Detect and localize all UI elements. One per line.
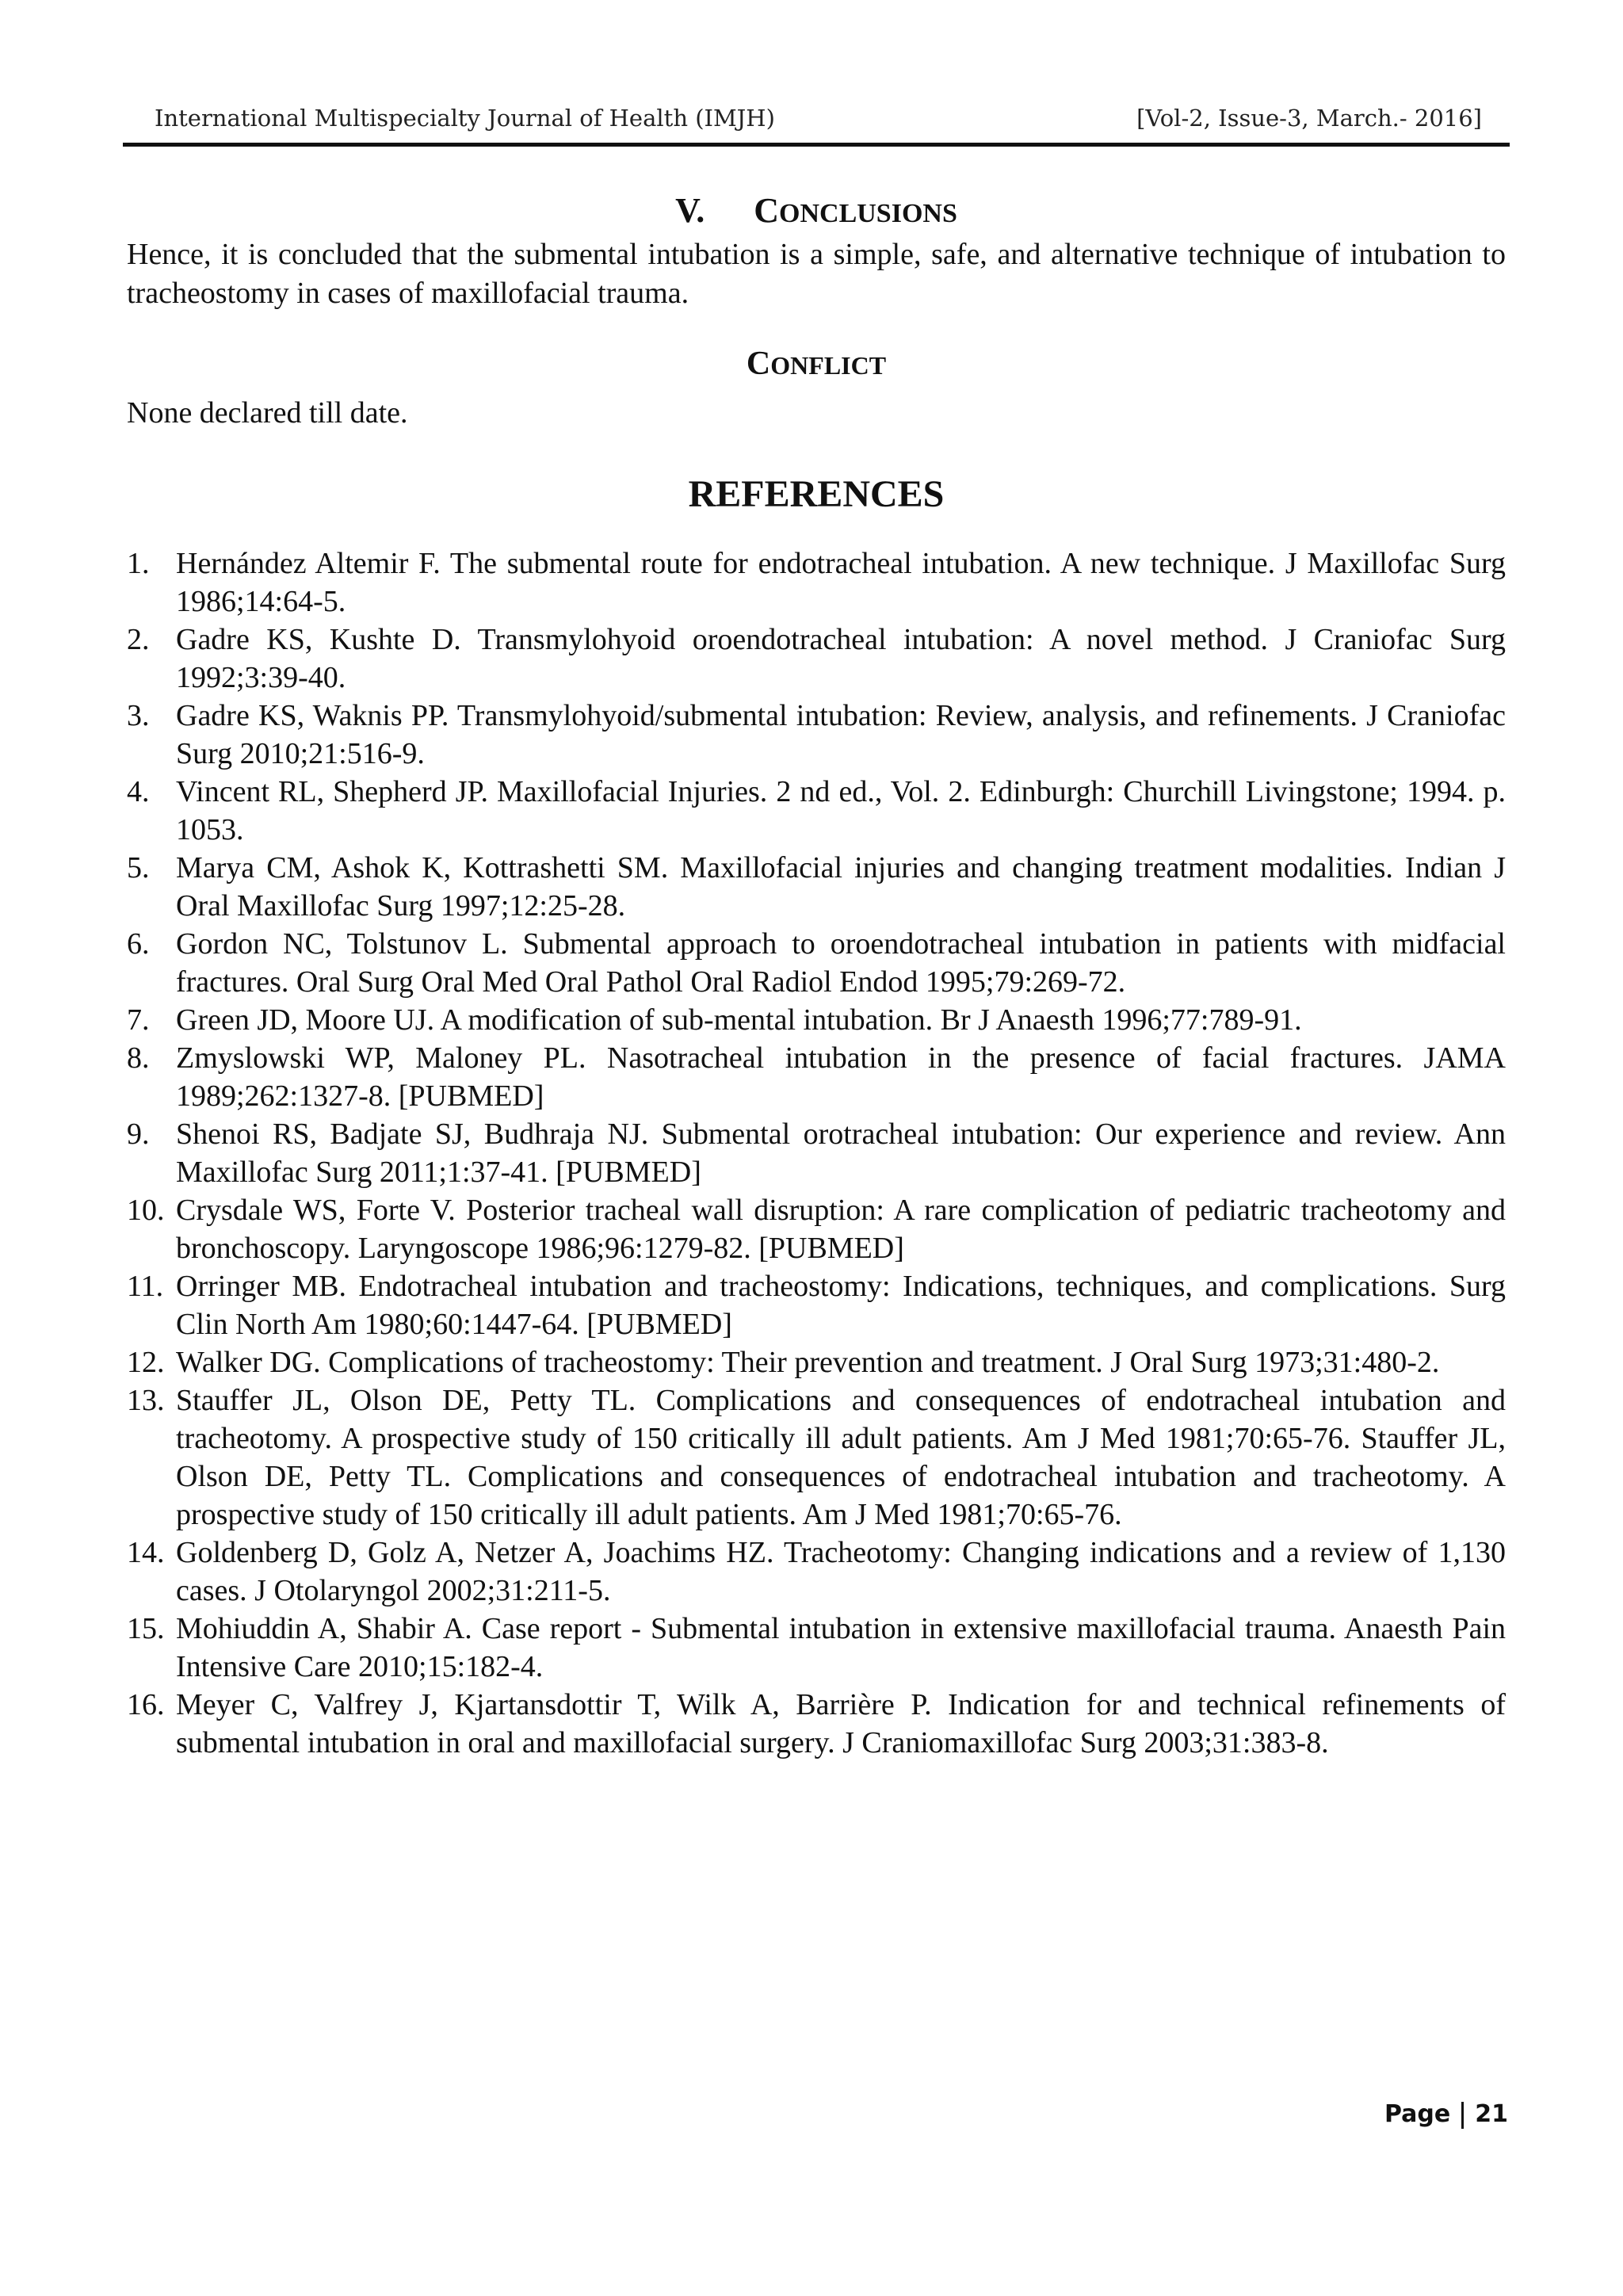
reference-text: Orringer MB. Endotracheal intubation and tracheostomy: Indications, techniques, and complications. Surg Clin North Am 1980;60:1447-64. [PUBMED] (176, 1270, 1506, 1341)
journal-title: International Multispecialty Journal of Health (IMJH) (155, 105, 775, 132)
conclusions-heading (127, 190, 1506, 231)
reference-text: Green JD, Moore UJ. A modification of sub-mental intubation. Br J Anaesth 1996;77:789-91. (176, 1003, 1302, 1037)
reference-text: Shenoi RS, Badjate SJ, Budhraja NJ. Submental orotracheal intubation: Our experience and review. Ann Maxillofac Surg 2011;1:37-41. [PUBMED] (176, 1117, 1506, 1189)
reference-text: Gadre KS, Kushte D. Transmylohyoid oroendotracheal intubation: A novel method. J Craniofac Surg 1992;3:39-40. (176, 623, 1506, 694)
page-number: 21 (1475, 2100, 1508, 2128)
reference-item (127, 697, 1506, 773)
reference-text: Stauffer JL, Olson DE, Petty TL. Complications and consequences of endotracheal intubation and tracheotomy. A prospective study of 150 critically ill adult patients. Am J Med 1981;70:65-76. Stauffer JL, Olson DE, Petty TL. Complications and consequences of endotracheal intubation and tracheotomy. A prospective study of 150 critically ill adult patients. Am J Med 1981;70:65-76. (176, 1384, 1506, 1531)
reference-text: Vincent RL, Shepherd JP. Maxillofacial Injuries. 2 nd ed., Vol. 2. Edinburgh: Churchill Livingstone; 1994. p. 1053. (176, 775, 1506, 846)
page-content (127, 190, 1506, 1762)
reference-number: 6. (127, 927, 150, 961)
reference-item (127, 1610, 1506, 1686)
reference-item (127, 1343, 1506, 1381)
reference-number: 2. (127, 623, 150, 656)
section-number: V. (675, 191, 705, 230)
reference-text: Meyer C, Valfrey J, Kjartansdottir T, Wilk A, Barrière P. Indication for and technical refinements of submental intubation in oral and maxillofacial surgery. J Craniomaxillofac Surg 2003;31:383-8. (176, 1688, 1506, 1759)
reference-number: 15. (127, 1612, 165, 1645)
footer-separator (1461, 2102, 1464, 2129)
reference-text: Crysdale WS, Forte V. Posterior tracheal wall disruption: A rare complication of pediatric tracheotomy and bronchoscopy. Laryngoscope 1986;96:1279-82. [PUBMED] (176, 1194, 1506, 1265)
page-footer (1384, 2100, 1508, 2129)
reference-item (127, 621, 1506, 697)
reference-number: 5. (127, 851, 150, 884)
reference-text: Walker DG. Complications of tracheostomy: Their prevention and treatment. J Oral Surg 1973;31:480-2. (176, 1346, 1440, 1379)
reference-text: Hernández Altemir F. The submental route for endotracheal intubation. A new technique. J Maxillofac Surg 1986;14:64-5. (176, 547, 1506, 618)
reference-number: 9. (127, 1117, 150, 1151)
reference-text: Gordon NC, Tolstunov L. Submental approach to oroendotracheal intubation in patients with midfacial fractures. Oral Surg Oral Med Oral Pathol Oral Radiol Endod 1995;79:269-72. (176, 927, 1506, 999)
reference-item (127, 1115, 1506, 1191)
references-list (127, 544, 1506, 1762)
reference-number: 8. (127, 1041, 150, 1075)
reference-text: Zmyslowski WP, Maloney PL. Nasotracheal intubation in the presence of facial fractures. JAMA 1989;262:1327-8. [PUBMED] (176, 1041, 1506, 1113)
reference-item (127, 1001, 1506, 1039)
reference-item (127, 1534, 1506, 1610)
conclusions-title-initial: C (754, 191, 780, 230)
running-header (123, 95, 1510, 147)
conflict-text: None declared till date. (127, 396, 408, 430)
conflict-title-initial: C (746, 346, 771, 382)
reference-item (127, 544, 1506, 621)
reference-item (127, 1039, 1506, 1115)
reference-number: 11. (127, 1270, 164, 1303)
reference-item (127, 773, 1506, 849)
conflict-heading (127, 345, 1506, 383)
reference-item (127, 1381, 1506, 1534)
references-heading: REFERENCES (688, 473, 945, 515)
reference-number: 12. (127, 1346, 165, 1379)
reference-item (127, 1686, 1506, 1762)
reference-item (127, 849, 1506, 925)
reference-number: 14. (127, 1536, 165, 1569)
reference-number: 10. (127, 1194, 165, 1227)
issue-info: [Vol-2, Issue-3, March.- 2016] (1136, 105, 1482, 132)
reference-text: Goldenberg D, Golz A, Netzer A, Joachims HZ. Tracheotomy: Changing indications and a review of 1,130 cases. J Otolaryngol 2002;31:211-5. (176, 1536, 1506, 1607)
reference-number: 4. (127, 775, 150, 808)
reference-number: 16. (127, 1688, 165, 1721)
reference-text: Mohiuddin A, Shabir A. Case report - Submental intubation in extensive maxillofacial trauma. Anaesth Pain Intensive Care 2010;15:182-4. (176, 1612, 1506, 1683)
reference-text: Gadre KS, Waknis PP. Transmylohyoid/submental intubation: Review, analysis, and refinements. J Craniofac Surg 2010;21:516-9. (176, 699, 1506, 770)
conclusions-text: Hence, it is concluded that the submental intubation is a simple, safe, and alternative technique of intubation to tracheostomy in cases of maxillofacial trauma. (127, 238, 1506, 310)
reference-number: 1. (127, 547, 150, 580)
reference-number: 3. (127, 699, 150, 732)
reference-item (127, 1267, 1506, 1343)
reference-number: 7. (127, 1003, 150, 1037)
conclusions-title-rest: ONCLUSIONS (779, 199, 957, 228)
reference-item (127, 1191, 1506, 1267)
reference-number: 13. (127, 1384, 165, 1417)
conflict-title-rest: ONFLICT (770, 351, 887, 380)
reference-item (127, 925, 1506, 1001)
page-label: Page (1384, 2100, 1451, 2128)
reference-text: Marya CM, Ashok K, Kottrashetti SM. Maxillofacial injuries and changing treatment modalities. Indian J Oral Maxillofac Surg 1997;12:25-28. (176, 851, 1506, 923)
